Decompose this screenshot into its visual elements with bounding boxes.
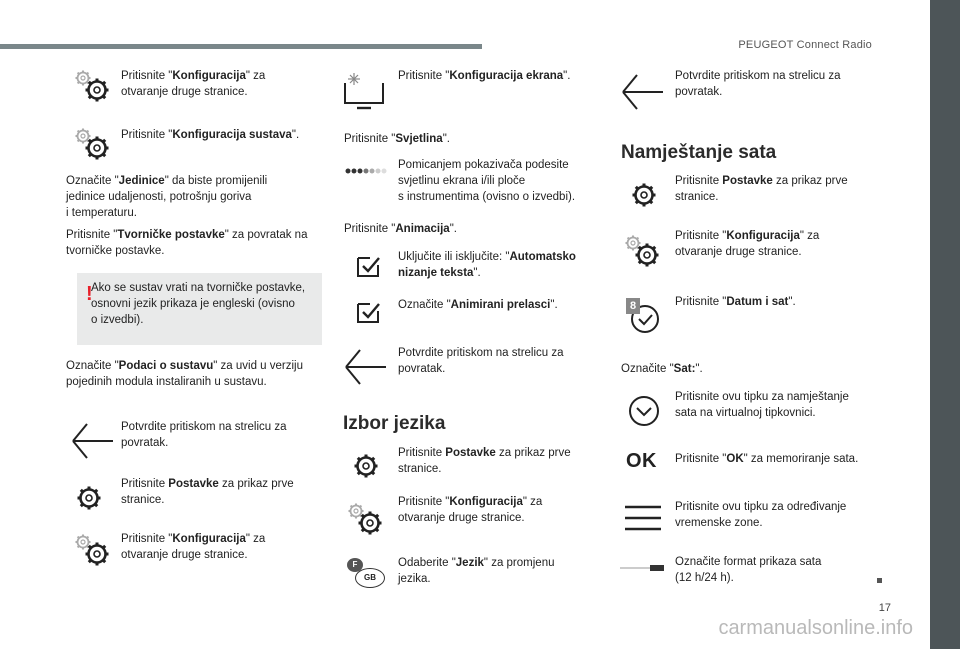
col2-item4-text: Označite "Animirani prelasci". (398, 299, 558, 311)
back-arrow-icon (72, 420, 116, 462)
date-time-clock-icon (624, 298, 664, 336)
col3-item5-text: Pritisnite ovu tipku za namještanje sata na virtualnoj tipkovnici. (675, 391, 849, 419)
settings-gears-icon (345, 499, 385, 539)
settings-gears-icon (72, 124, 112, 164)
col3-para-clock: Označite "Sat:". (621, 363, 703, 375)
col3-item7-text: Pritisnite ovu tipku za određivanje vremenske zone. (675, 501, 847, 529)
ok-button-icon: OK (626, 450, 657, 472)
col3-item6-text: Pritisnite "OK" za memoriranje sata. (675, 453, 859, 465)
col3-item8-text: Označite format prikaza sata (12 h/24 h). (675, 556, 822, 584)
col2-item3-text: Uključite ili isključite: "Automatsko nizanje teksta". (398, 251, 576, 279)
col2-para-brightness: Pritisnite "Svjetlina". (344, 133, 450, 145)
confirm-check-circle-icon (627, 394, 661, 428)
col1-para-factory: Pritisnite "Tvorničke postavke" za povratak na tvorničke postavke. (66, 229, 308, 257)
settings-gears-icon (622, 231, 662, 271)
col3-item4-text: Pritisnite "Datum i sat". (675, 296, 796, 308)
language-speech-bubbles-icon (347, 558, 389, 592)
col1-item2-text: Pritisnite "Konfiguracija sustava". (121, 129, 300, 141)
back-arrow-icon (345, 346, 389, 388)
header-title: PEUGEOT Connect Radio (738, 39, 872, 51)
col2-item8-text: Odaberite "Jezik" za promjenu jezika. (398, 557, 555, 585)
col1-item1-text: Pritisnite "Konfiguracija" za otvaranje druge stranice. (121, 70, 266, 98)
brightness-slider-icon (345, 163, 389, 179)
col1-para-system-info: Označite "Podaci o sustavu" za uvid u verziju pojedinih modula instaliranih u sustavu. (66, 360, 303, 388)
col3-item3-text: Pritisnite "Konfiguracija" za otvaranje druge stranice. (675, 230, 820, 258)
watermark: carmanualsonline.info (718, 617, 913, 639)
toggle-switch-icon (620, 563, 666, 573)
side-tab (930, 0, 960, 649)
page-end-marker (877, 578, 882, 583)
col1-item4-text: Pritisnite Postavke za prikaz prve stranice. (121, 478, 294, 506)
list-menu-icon (625, 505, 661, 531)
col2-item5-text: Potvrdite pritiskom na strelicu za povratak. (398, 347, 564, 375)
language-flag-gb: GB (355, 568, 385, 588)
col2-item1-text: Pritisnite "Konfiguracija ekrana". (398, 70, 571, 82)
heading-clock-setting: Namještanje sata (621, 142, 777, 163)
col3-item2-text: Pritisnite Postavke za prikaz prve stranice. (675, 175, 848, 203)
settings-gear-icon (351, 450, 383, 482)
checkbox-checked-icon (356, 299, 382, 325)
col1-item3-text: Potvrdite pritiskom na strelicu za povratak. (121, 421, 287, 449)
col2-item2-text: Pomicanjem pokazivača podesite svjetlinu ekrana i/ili ploče s instrumentima (ovisno o izvedbi). (398, 159, 576, 203)
calendar-badge: 8 (626, 298, 640, 314)
settings-gear-icon (74, 482, 106, 514)
settings-gears-icon (72, 530, 112, 570)
col3-item1-text: Potvrdite pritiskom na strelicu za povratak. (675, 70, 841, 98)
checkbox-checked-icon (356, 253, 382, 279)
warning-note-text: Ako se sustav vrati na tvorničke postavke, osnovni jezik prikaza je engleski (ovisno o izvedbi). (91, 282, 306, 326)
language-flag-f: F (347, 558, 363, 572)
heading-language: Izbor jezika (343, 413, 446, 434)
settings-gears-icon (72, 66, 112, 106)
back-arrow-icon (622, 71, 666, 113)
page-number: 17 (878, 602, 891, 614)
col1-para-units: Označite "Jedinice" da biste promijenili jedinice udaljenosti, potrošnju goriva i temperaturu. (66, 175, 268, 219)
col2-para-animation: Pritisnite "Animacija". (344, 223, 457, 235)
warning-exclamation-icon: ! (86, 283, 93, 305)
col2-item6-text: Pritisnite Postavke za prikaz prve stranice. (398, 447, 571, 475)
col1-item5-text: Pritisnite "Konfiguracija" za otvaranje druge stranice. (121, 533, 266, 561)
col2-item7-text: Pritisnite "Konfiguracija" za otvaranje druge stranice. (398, 496, 543, 524)
screen-brightness-icon (343, 70, 387, 110)
header-accent-bar (0, 44, 482, 49)
settings-gear-icon (629, 179, 661, 211)
